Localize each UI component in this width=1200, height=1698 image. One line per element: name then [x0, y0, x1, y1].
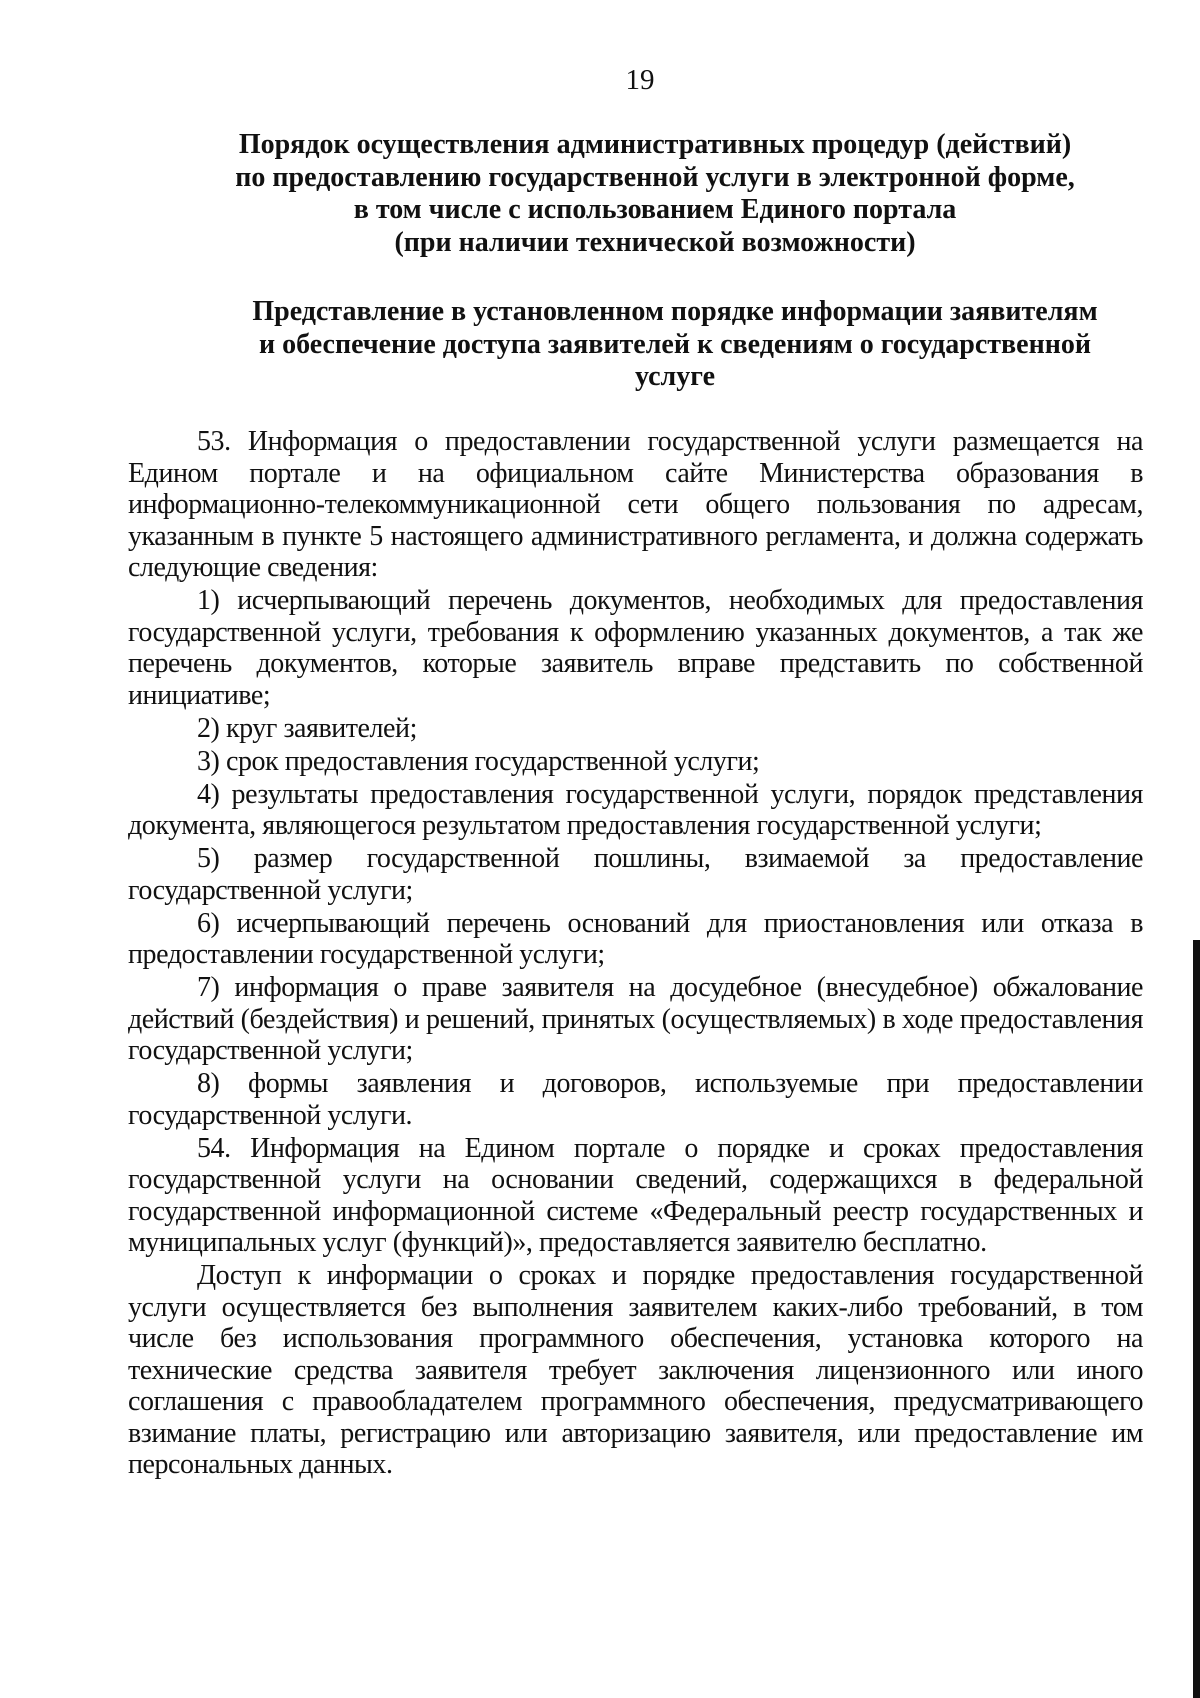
body-text — [128, 426, 1143, 1482]
section-heading-line: (при наличии технической возможности) — [394, 226, 916, 258]
list-item-6: 6) исчерпывающий перечень оснований для приостановления или отказа в предоставлении государственной услуги; — [128, 907, 1143, 970]
list-item-1: 1) исчерпывающий перечень документов, необходимых для предоставления государственной услуги, требования к оформлению указанных документов, а так же перечень документов, которые заявитель вправе представить по собственной инициативе; — [128, 585, 1143, 711]
list-item-2: 2) круг заявителей; — [197, 712, 417, 744]
subsection-heading-line: услуге — [634, 361, 716, 392]
list-item-7: 7) информация о праве заявителя на досудебное (внесудебное) обжалование действий (бездействия) и решений, принятых (осуществляемых) в ходе предоставления государственной услуги; — [128, 972, 1143, 1066]
section-heading — [190, 129, 1120, 259]
paragraph-access: Доступ к информации о сроках и порядке предоставления государственной услуги осуществляется без выполнения заявителем каких-либо требований, в том числе без использования программного обеспечения, установка которого на технические средства заявителя требует заключения лицензионного или иного соглашения с правообладателем программного обеспечения, предусматривающего взимание платы, регистрацию или авторизацию заявителя, или предоставление им персональных данных. — [128, 1260, 1143, 1480]
list-item-3: 3) срок предоставления государственной услуги; — [197, 745, 760, 777]
page-number: 19 — [625, 64, 655, 96]
list-item-8: 8) формы заявления и договоров, используемые при предоставлении государственной услуги. — [128, 1068, 1143, 1131]
subsection-heading — [230, 296, 1120, 394]
section-heading-line: в том числе с использованием Единого портала — [353, 194, 957, 225]
section-heading-line: Порядок осуществления административных процедур (действий) — [238, 129, 1072, 160]
subsection-heading-line: и обеспечение доступа заявителей к сведениям о государственной — [259, 328, 1091, 360]
paragraph-54: 54. Информация на Едином портале о порядке и сроках предоставления государственной услуги на основании сведений, содержащихся в федеральной государственной информационной системе «Федеральный реестр государственных и муниципальных услуг (функций)», предоставляется заявителю бесплатно. — [128, 1132, 1143, 1258]
section-heading-line: по предоставлению государственной услуги в электронной форме, — [235, 161, 1075, 193]
list-item-4: 4) результаты предоставления государственной услуги, порядок представления документа, являющегося результатом предоставления государственной услуги; — [128, 778, 1143, 841]
scan-edge-shadow — [1193, 940, 1200, 1698]
subsection-heading-line: Представление в установленном порядке информации заявителям — [252, 296, 1098, 327]
list-item-5: 5) размер государственной пошлины, взимаемой за предоставление государственной услуги; — [128, 843, 1143, 906]
paragraph-53: 53. Информация о предоставлении государственной услуги размещается на Едином портале и на официальном сайте Министерства образования в информационно-телекоммуникационной сети общего пользования по адресам, указанным в пункте 5 настоящего административного регламента, и должна содержать следующие сведения: — [128, 426, 1143, 583]
